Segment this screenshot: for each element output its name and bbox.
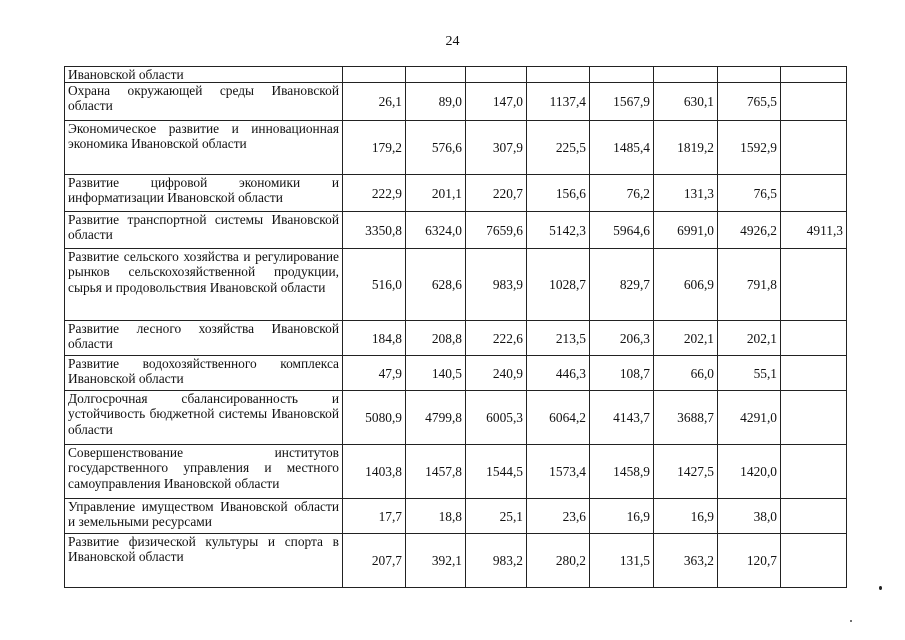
program-name-cell: Развитие водохозяйственного комплекса Ивановской области: [65, 356, 343, 391]
program-name-cell: Управление имуществом Ивановской области и земельными ресурсами: [65, 499, 343, 534]
value-cell: [781, 534, 847, 588]
value-cell: 6064,2: [527, 391, 590, 445]
page-number: 24: [445, 34, 460, 49]
table-row: [65, 321, 847, 356]
value-cell: 1457,8: [406, 445, 466, 499]
program-name-cell: Ивановской области: [65, 67, 343, 83]
table-row: [65, 391, 847, 445]
value-cell: 184,8: [343, 321, 406, 356]
value-cell: [527, 67, 590, 83]
value-cell: 4291,0: [718, 391, 781, 445]
value-cell: 6005,3: [466, 391, 527, 445]
value-cell: 222,6: [466, 321, 527, 356]
value-cell: [781, 175, 847, 212]
value-cell: [781, 67, 847, 83]
table-row: [65, 121, 847, 175]
value-cell: 5964,6: [590, 212, 654, 249]
table-row: [65, 67, 847, 83]
value-cell: 1420,0: [718, 445, 781, 499]
value-cell: [781, 121, 847, 175]
value-cell: 66,0: [654, 356, 718, 391]
value-cell: [406, 67, 466, 83]
value-cell: 89,0: [406, 83, 466, 121]
value-cell: 1427,5: [654, 445, 718, 499]
value-cell: 1485,4: [590, 121, 654, 175]
value-cell: 131,5: [590, 534, 654, 588]
value-cell: 156,6: [527, 175, 590, 212]
table-row: [65, 249, 847, 321]
value-cell: 179,2: [343, 121, 406, 175]
value-cell: 16,9: [654, 499, 718, 534]
value-cell: 76,5: [718, 175, 781, 212]
value-cell: 220,7: [466, 175, 527, 212]
value-cell: 4799,8: [406, 391, 466, 445]
value-cell: 628,6: [406, 249, 466, 321]
program-name-cell: Развитие цифровой экономики и информатизации Ивановской области: [65, 175, 343, 212]
value-cell: 202,1: [718, 321, 781, 356]
value-cell: 202,1: [654, 321, 718, 356]
program-name-cell: Экономическое развитие и инновационная экономика Ивановской области: [65, 121, 343, 175]
value-cell: 108,7: [590, 356, 654, 391]
table-row: [65, 83, 847, 121]
table-row: [65, 534, 847, 588]
value-cell: 201,1: [406, 175, 466, 212]
value-cell: 516,0: [343, 249, 406, 321]
value-cell: 1544,5: [466, 445, 527, 499]
value-cell: 240,9: [466, 356, 527, 391]
value-cell: 280,2: [527, 534, 590, 588]
value-cell: 25,1: [466, 499, 527, 534]
program-name-cell: Развитие лесного хозяйства Ивановской области: [65, 321, 343, 356]
value-cell: 38,0: [718, 499, 781, 534]
budget-table: [64, 66, 847, 588]
value-cell: 213,5: [527, 321, 590, 356]
value-cell: 147,0: [466, 83, 527, 121]
value-cell: 983,9: [466, 249, 527, 321]
value-cell: 4911,3: [781, 212, 847, 249]
program-name-cell: Охрана окружающей среды Ивановской области: [65, 83, 343, 121]
value-cell: [466, 67, 527, 83]
value-cell: 1592,9: [718, 121, 781, 175]
value-cell: 1573,4: [527, 445, 590, 499]
value-cell: [781, 499, 847, 534]
value-cell: 3688,7: [654, 391, 718, 445]
table-row: [65, 499, 847, 534]
table-row: [65, 175, 847, 212]
value-cell: 3350,8: [343, 212, 406, 249]
value-cell: [718, 67, 781, 83]
scan-speck: [850, 620, 852, 622]
program-name-cell: Долгосрочная сбалансированность и устойчивость бюджетной системы Ивановской области: [65, 391, 343, 445]
value-cell: 222,9: [343, 175, 406, 212]
scan-speck: [879, 586, 882, 590]
value-cell: 207,7: [343, 534, 406, 588]
value-cell: 606,9: [654, 249, 718, 321]
value-cell: 1819,2: [654, 121, 718, 175]
value-cell: 18,8: [406, 499, 466, 534]
value-cell: 392,1: [406, 534, 466, 588]
value-cell: 1403,8: [343, 445, 406, 499]
value-cell: [343, 67, 406, 83]
value-cell: 1137,4: [527, 83, 590, 121]
value-cell: [781, 445, 847, 499]
value-cell: 225,5: [527, 121, 590, 175]
value-cell: 140,5: [406, 356, 466, 391]
value-cell: 791,8: [718, 249, 781, 321]
value-cell: [654, 67, 718, 83]
value-cell: 1567,9: [590, 83, 654, 121]
program-name-cell: Совершенствование институтов государственного управления и местного самоуправления Ивановской области: [65, 445, 343, 499]
value-cell: 7659,6: [466, 212, 527, 249]
value-cell: 131,3: [654, 175, 718, 212]
value-cell: 76,2: [590, 175, 654, 212]
value-cell: 5080,9: [343, 391, 406, 445]
program-name-cell: Развитие физической культуры и спорта в Ивановской области: [65, 534, 343, 588]
value-cell: 576,6: [406, 121, 466, 175]
value-cell: 363,2: [654, 534, 718, 588]
value-cell: 17,7: [343, 499, 406, 534]
value-cell: [781, 249, 847, 321]
program-name-cell: Развитие транспортной системы Ивановской области: [65, 212, 343, 249]
value-cell: 4143,7: [590, 391, 654, 445]
value-cell: 983,2: [466, 534, 527, 588]
value-cell: 1028,7: [527, 249, 590, 321]
value-cell: [590, 67, 654, 83]
value-cell: 16,9: [590, 499, 654, 534]
table-row: [65, 212, 847, 249]
value-cell: [781, 83, 847, 121]
value-cell: 829,7: [590, 249, 654, 321]
value-cell: 23,6: [527, 499, 590, 534]
value-cell: [781, 391, 847, 445]
table-row: [65, 356, 847, 391]
value-cell: 4926,2: [718, 212, 781, 249]
value-cell: 6324,0: [406, 212, 466, 249]
value-cell: 765,5: [718, 83, 781, 121]
value-cell: 208,8: [406, 321, 466, 356]
value-cell: 307,9: [466, 121, 527, 175]
value-cell: 630,1: [654, 83, 718, 121]
table-row: [65, 445, 847, 499]
value-cell: 446,3: [527, 356, 590, 391]
value-cell: [781, 321, 847, 356]
value-cell: 1458,9: [590, 445, 654, 499]
value-cell: 206,3: [590, 321, 654, 356]
value-cell: [781, 356, 847, 391]
value-cell: 26,1: [343, 83, 406, 121]
program-name-cell: Развитие сельского хозяйства и регулирование рынков сельскохозяйственной продукции, сырья и продовольствия Ивановской области: [65, 249, 343, 321]
value-cell: 5142,3: [527, 212, 590, 249]
value-cell: 47,9: [343, 356, 406, 391]
value-cell: 55,1: [718, 356, 781, 391]
value-cell: 120,7: [718, 534, 781, 588]
value-cell: 6991,0: [654, 212, 718, 249]
